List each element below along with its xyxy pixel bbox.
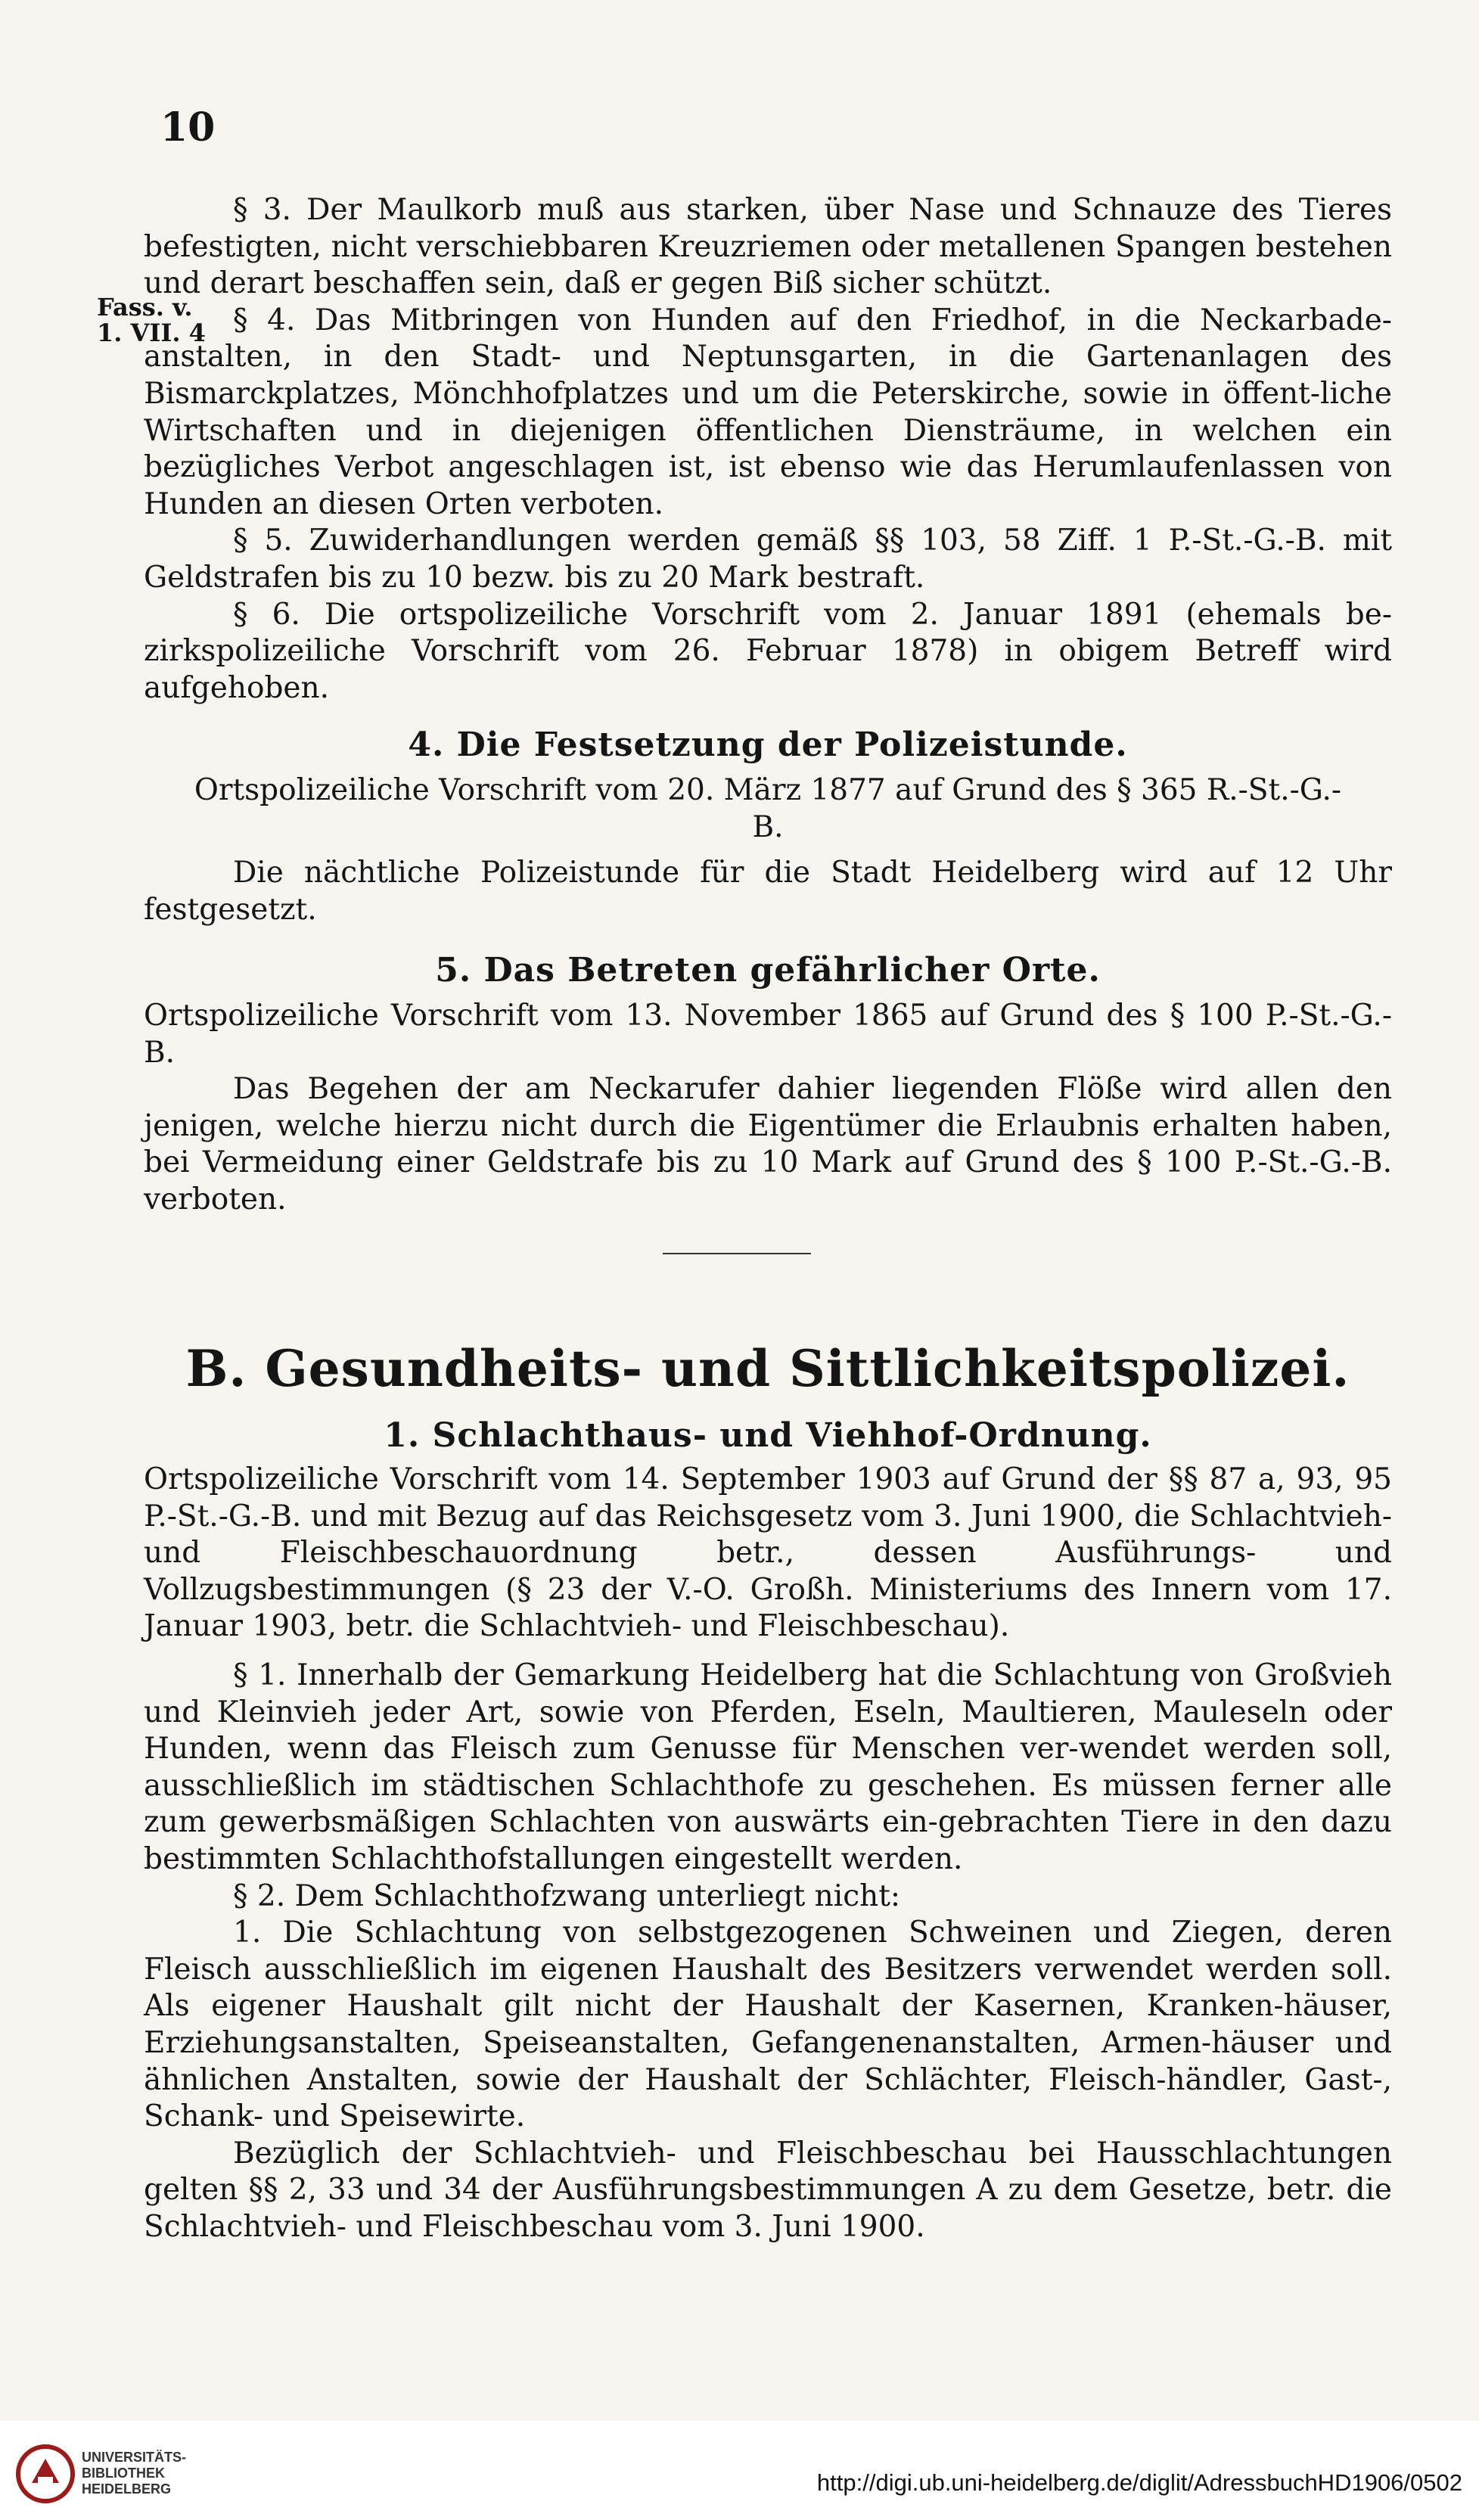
- paragraph-5: § 5. Zuwiderhandlungen werden gemäß §§ 103, 58 Ziff. 1 P.-St.-G.-B. mit Geldstrafen bis zu 10 bezw. bis zu 20 Mark bestraft.: [144, 524, 1392, 595]
- section-4-source: Ortspolizeiliche Vorschrift vom 20. März 1877 auf Grund des § 365 R.-St.-G.-B.: [194, 773, 1342, 844]
- margin-note-line-2: 1. VII. 4: [97, 318, 206, 347]
- part-b-paragraph-2-item-1: 1. Die Schlachtung von selbstgezogenen Schweinen und Ziegen, deren Fleisch ausschließlich im eigenen Haushalt des Besitzers verwendet werden soll. Als eigener Haushalt gilt nicht der Haushalt der Kasernen, Kranken-häuser, Erziehungsanstalten, Speiseanstalten, Gefangenenanstalten, Armen-häuser und ähnlichen Anstalten, sowie der Haushalt der Schlächter, Fleisch-händler, Gast-, Schank- und Speisewirte.: [144, 1916, 1392, 2134]
- footer-bar: [0, 2421, 1479, 2520]
- section-4-text: Die nächtliche Polizeistunde für die Stadt Heidelberg wird auf 12 Uhr festgesetzt.: [144, 856, 1392, 927]
- library-name-line-1: UNIVERSITÄTS-: [82, 2450, 187, 2465]
- library-name-line-2: BIBLIOTHEK: [82, 2466, 165, 2481]
- paragraph-3: § 3. Der Maulkorb muß aus starken, über Nase und Schnauze des Tieres befestigten, nicht verschiebbaren Kreuzriemen oder metallenen Spangen bestehen und derart beschaffen sein, daß er gegen Biß sicher schützt.: [144, 193, 1392, 301]
- part-b-paragraph-1: § 1. Innerhalb der Gemarkung Heidelberg hat die Schlachtung von Großvieh und Kleinvieh jeder Art, sowie von Pferden, Eseln, Maultieren, Mauleseln oder Hunden, wenn das Fleisch zum Genusse für Menschen ver-wendet werden soll, ausschließlich im städtischen Schlachthofe zu geschehen. Es müssen ferner alle zum gewerbsmäßigen Schlachten von auswärts ein-gebrachten Tiere in den dazu bestimmten Schlachthofstallungen eingestellt werden.: [144, 1658, 1392, 1876]
- section-4: [144, 722, 1392, 928]
- part-b-source: Ortspolizeiliche Vorschrift vom 14. September 1903 auf Grund der §§ 87 a, 93, 95 P.-St.-G.-B. und mit Bezug auf das Reichsgesetz vom 3. Juni 1900, die Schlachtvieh- und Fleischbeschauordnung betr., dessen Ausführungs- und Vollzugsbestimmungen (§ 23 der V.-O. Großh. Ministeriums des Innern vom 17. Januar 1903, betr. die Schlachtvieh- und Fleischbeschau).: [144, 1462, 1392, 1644]
- page-number: 10: [160, 104, 216, 151]
- university-library-logo-icon: [15, 2444, 76, 2504]
- paragraph-4: § 4. Das Mitbringen von Hunden auf den Friedhof, in die Neckarbade-anstalten, in den Stadt- und Neptunsgarten, in die Gartenanlagen des Bismarckplatzes, Mönchhofplatzes und um die Peterskirche, sowie in öffent-liche Wirtschaften und in diejenigen öffentlichen Diensträume, in welchen ein bezügliches Verbot angeschlagen ist, ist ebenso wie das Herumlaufenlassen von Hunden an diesen Orten verboten.: [144, 303, 1392, 521]
- library-name: [82, 2450, 186, 2497]
- library-name-line-3: HEIDELBERG: [82, 2481, 172, 2497]
- section-4-heading: 4. Die Festsetzung der Polizeistunde.: [408, 726, 1128, 764]
- part-b-paragraph-2: § 2. Dem Schlachthofzwang unterliegt nicht:: [233, 1878, 901, 1913]
- section-5-heading: 5. Das Betreten gefährlicher Orte.: [435, 951, 1101, 990]
- part-b-paragraph-2-tail: Bezüglich der Schlachtvieh- und Fleischbeschau bei Hausschlachtungen gelten §§ 2, 33 und 34 der Ausführungsbestimmungen A zu dem Gesetze, betr. die Schlachtvieh- und Fleischbeschau vom 3. Juni 1900.: [144, 2136, 1392, 2244]
- section-divider: [663, 1253, 811, 1254]
- section-5-source: Ortspolizeiliche Vorschrift vom 13. November 1865 auf Grund des § 100 P.-St.-G.-B.: [144, 999, 1392, 1070]
- part-b-sub-heading: 1. Schlachthaus- und Viehhof-Ordnung.: [384, 1416, 1152, 1455]
- margin-note-line-1: Fass. v.: [97, 293, 193, 322]
- section-5: [144, 948, 1392, 1219]
- section-5-text: Das Begehen der am Neckarufer dahier liegenden Flöße wird allen den jenigen, welche hierzu nicht durch die Eigentümer die Erlaubnis erhalten haben, bei Vermeidung einer Geldstrafe bis zu 10 Mark auf Grund des § 100 P.-St.-G.-B. verboten.: [144, 1072, 1392, 1216]
- part-b: [144, 1339, 1392, 2245]
- top-paragraphs: [144, 192, 1392, 707]
- paragraph-6: § 6. Die ortspolizeiliche Vorschrift vom 2. Januar 1891 (ehemals be-zirkspolizeiliche Vorschrift vom 26. Februar 1878) in obigem Betreff wird aufgehoben.: [144, 597, 1392, 705]
- source-url-link[interactable]: http://digi.ub.uni-heidelberg.de/diglit/AdressbuchHD1906/0502: [816, 2469, 1462, 2496]
- part-b-heading: B. Gesundheits- und Sittlichkeitspolizei.: [185, 1339, 1350, 1398]
